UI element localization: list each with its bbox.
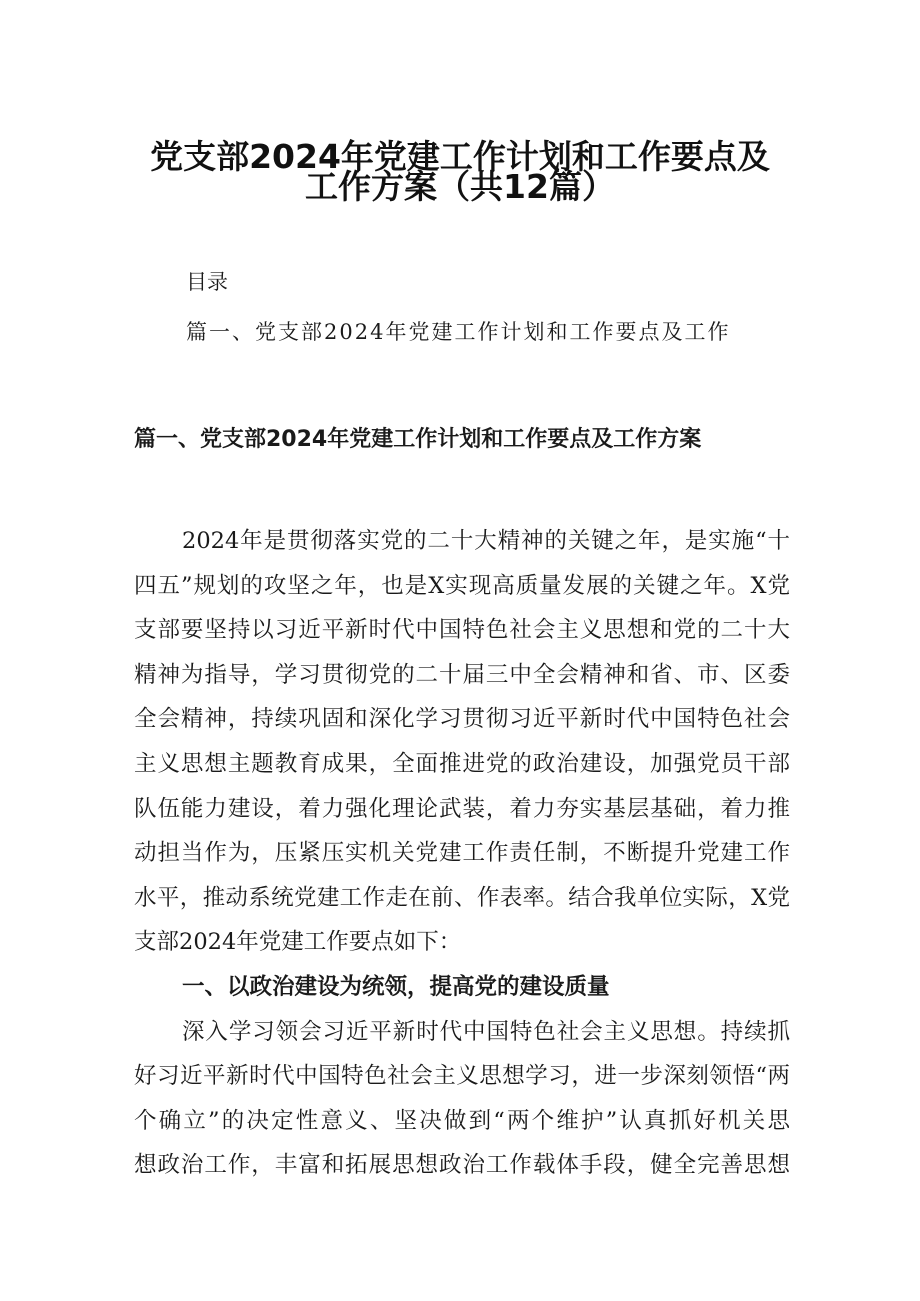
paragraph-1-line: 支部要坚持以习近平新时代中国特色社会主义思想和党的二十大 xyxy=(134,617,790,644)
paragraph-2-line: 好习近平新时代中国特色社会主义思想学习，进一步深刻领悟“两 xyxy=(134,1063,790,1090)
document-title-line-1: 党支部2024年党建工作计划和工作要点及 xyxy=(150,137,770,176)
toc-heading: 目录 xyxy=(186,270,228,294)
paragraph-1-line: 精神为指导，学习贯彻党的二十届三中全会精神和省、市、区委 xyxy=(134,661,790,688)
paragraph-1-line: 水平，推动系统党建工作走在前、作表率。结合我单位实际，X党 xyxy=(134,884,790,911)
paragraph-2-line: 想政治工作，丰富和拓展思想政治工作载体手段，健全完善思想 xyxy=(134,1152,790,1179)
paragraph-1-line: 队伍能力建设，着力强化理论武装，着力夯实基层基础，着力推 xyxy=(134,795,790,822)
paragraph-1-line: 动担当作为，压紧压实机关党建工作责任制，不断提升党建工作 xyxy=(134,840,790,867)
body-text xyxy=(134,519,790,1188)
paragraph-2-line: 深入学习领会习近平新时代中国特色社会主义思想。持续抓 xyxy=(182,1018,790,1045)
toc-item-1[interactable]: 篇一、党支部2024年党建工作计划和工作要点及工作 xyxy=(186,320,731,344)
paragraph-1-line: 支部2024年党建工作要点如下： xyxy=(134,929,462,956)
paragraph-1-line: 2024年是贯彻落实党的二十大精神的关键之年，是实施“十 xyxy=(182,528,790,554)
paragraph-1-line: 四五”规划的攻坚之年，也是X实现高质量发展的关键之年。X党 xyxy=(134,572,790,599)
subheading-1: 一、以政治建设为统领，提高党的建设质量 xyxy=(182,973,610,1000)
paragraph-1-line: 全会精神，持续巩固和深化学习贯彻习近平新时代中国特色社会 xyxy=(134,706,790,733)
document-title-line-2: 工作方案（共12篇） xyxy=(305,167,615,206)
paragraph-1-line: 主义思想主题教育成果，全面推进党的政治建设，加强党员干部 xyxy=(134,750,790,777)
section-heading: 篇一、党支部2024年党建工作计划和工作要点及工作方案 xyxy=(134,427,702,452)
paragraph-2-line: 个确立”的决定性意义、坚决做到“两个维护”认真抓好机关思 xyxy=(134,1107,790,1134)
